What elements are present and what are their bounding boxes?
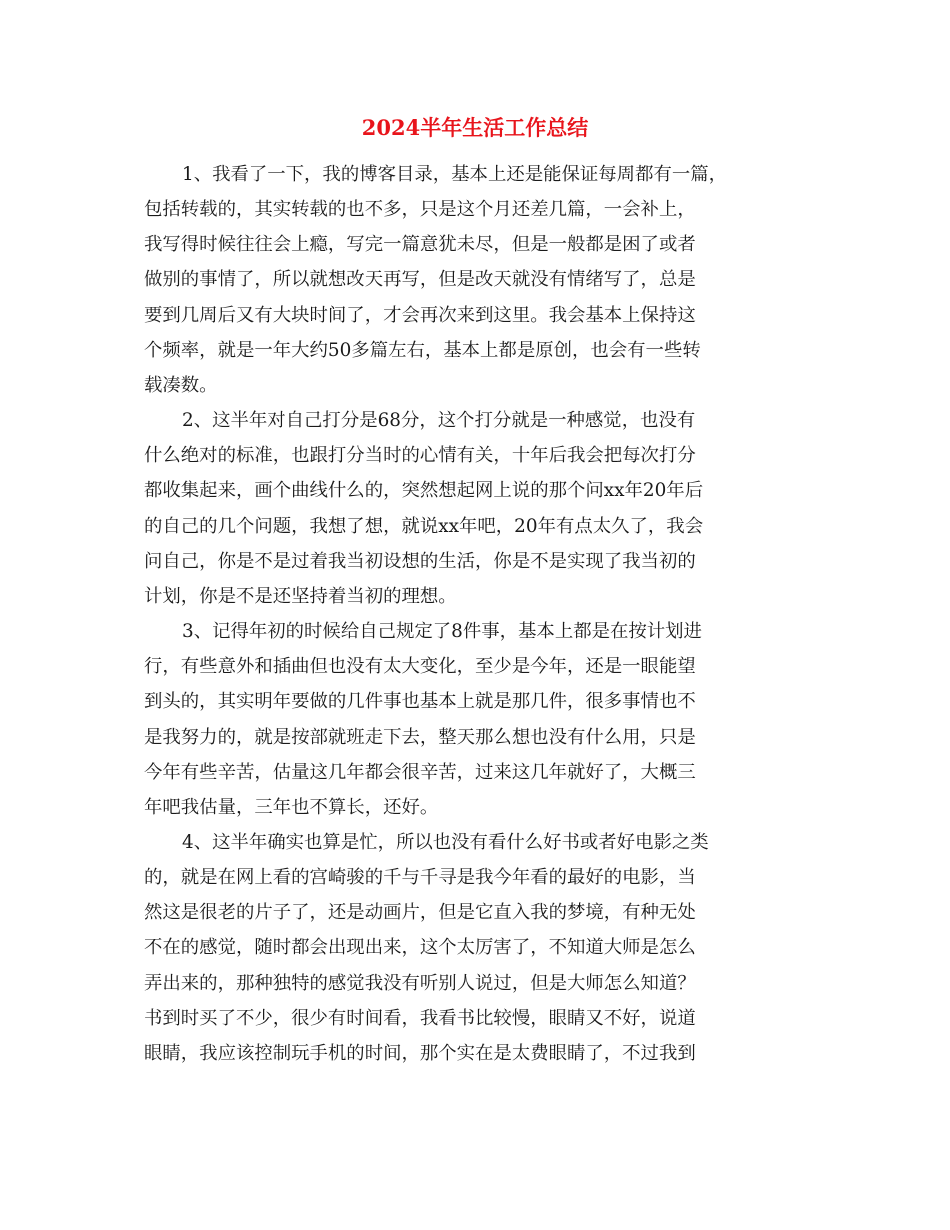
document-body <box>144 157 834 1071</box>
paragraph-1 <box>144 157 834 403</box>
paragraph-line: 问自己，你是不是过着我当初设想的生活，你是不是实现了我当初的 <box>144 550 696 572</box>
paragraph-line: 今年有些辛苦，估量这几年都会很辛苦，过来这几年就好了，大概三 <box>144 761 696 783</box>
paragraph-line: 3、记得年初的时候给自己规定了8件事，基本上都是在按计划进 <box>182 621 702 643</box>
paragraph-line: 什么绝对的标准，也跟打分当时的心情有关，十年后我会把每次打分 <box>144 445 696 467</box>
paragraph-line: 包括转载的，其实转载的也不多，只是这个月还差几篇，一会补上， <box>144 199 696 221</box>
paragraph-line: 做别的事情了，所以就想改天再写，但是改天就没有情绪写了，总是 <box>144 269 696 291</box>
paragraph-line: 载凑数。 <box>144 374 218 396</box>
paragraph-line: 4、这半年确实也算是忙，所以也没有看什么好书或者好电影之类 <box>182 831 709 853</box>
paragraph-line: 眼睛，我应该控制玩手机的时间，那个实在是太费眼睛了，不过我到 <box>144 1042 696 1064</box>
paragraph-4 <box>144 825 834 1071</box>
paragraph-line: 书到时买了不少，很少有时间看，我看书比较慢，眼睛又不好，说道 <box>144 1007 696 1029</box>
document-title: 2024半年生活工作总结 <box>361 115 589 140</box>
paragraph-3 <box>144 614 834 825</box>
paragraph-line: 的自己的几个问题，我想了想，就说xx年吧，20年有点太久了，我会 <box>144 515 704 537</box>
paragraph-line: 个频率，就是一年大约50多篇左右，基本上都是原创，也会有一些转 <box>144 339 701 361</box>
paragraph-line: 要到几周后又有大块时间了，才会再次来到这里。我会基本上保持这 <box>144 304 696 326</box>
paragraph-line: 我写得时候往往会上瘾，写完一篇意犹未尽，但是一般都是困了或者 <box>144 234 696 256</box>
paragraph-line: 计划，你是不是还坚持着当初的理想。 <box>144 585 457 607</box>
paragraph-line: 1、我看了一下，我的博客目录，基本上还是能保证每周都有一篇， <box>182 164 728 185</box>
paragraph-line: 年吧我估量，三年也不算长，还好。 <box>144 796 439 818</box>
paragraph-line: 都收集起来，画个曲线什么的，突然想起网上说的那个问xx年20年后 <box>144 480 704 502</box>
paragraph-line: 然这是很老的片子了，还是动画片，但是它直入我的梦境，有种无处 <box>144 902 696 924</box>
paragraph-line: 的，就是在网上看的宫崎骏的千与千寻是我今年看的最好的电影，当 <box>144 867 696 889</box>
paragraph-2 <box>144 403 834 614</box>
paragraph-line: 2、这半年对自己打分是68分，这个打分就是一种感觉，也没有 <box>182 410 696 432</box>
paragraph-line: 行，有些意外和插曲但也没有太大变化，至少是今年，还是一眼能望 <box>144 656 696 678</box>
paragraph-line: 弄出来的，那种独特的感觉我没有听别人说过，但是大师怎么知道？ <box>144 972 696 994</box>
paragraph-line: 是我努力的，就是按部就班走下去，整天那么想也没有什么用，只是 <box>144 726 696 748</box>
paragraph-line: 到头的，其实明年要做的几件事也基本上就是那几件，很多事情也不 <box>144 691 696 713</box>
paragraph-line: 不在的感觉，随时都会出现出来，这个太厉害了，不知道大师是怎么 <box>144 937 696 959</box>
